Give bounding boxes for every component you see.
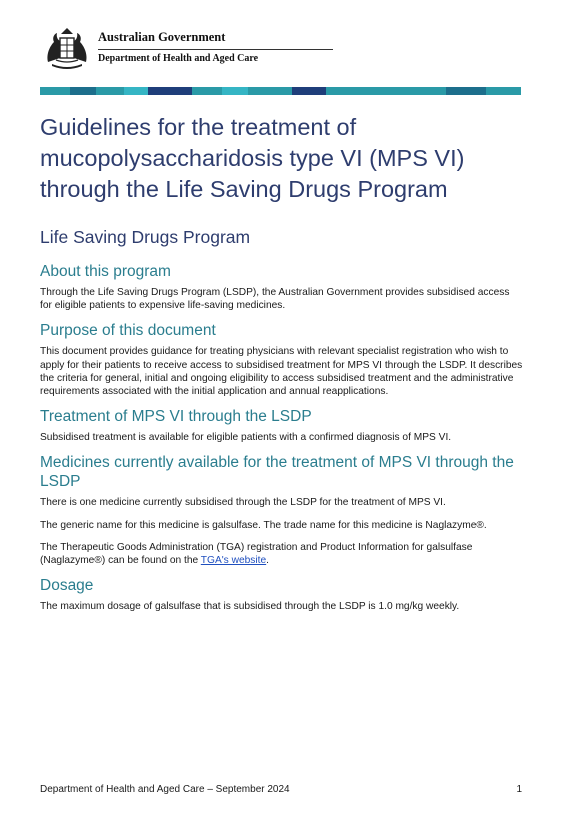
section-purpose — [40, 321, 524, 398]
band-segment — [124, 87, 148, 95]
section-about — [40, 262, 524, 312]
page-number: 1 — [516, 784, 522, 795]
band-segment — [148, 87, 192, 95]
paragraph: The generic name for this medicine is galsulfase. The trade name for this medicine is Naglazyme®. — [40, 519, 487, 531]
band-segment — [292, 87, 326, 95]
paragraph-text: . — [266, 555, 269, 567]
band-segment — [446, 87, 486, 95]
paragraph: The maximum dosage of galsulfase that is subsidised through the LSDP is 1.0 mg/kg weekly. — [40, 601, 460, 613]
band-segment — [70, 87, 96, 95]
section-treatment — [40, 407, 524, 444]
paragraph-tga — [40, 541, 524, 567]
section-heading: About this program — [40, 263, 171, 280]
section-heading: Medicines currently available for the treatment of MPS VI through the LSDP — [40, 454, 514, 491]
government-name: Australian Government — [98, 30, 333, 50]
paragraph: Through the Life Saving Drugs Program (LSDP), the Australian Government provides subsidised access for eligible patients to expensive life-saving medicines. — [40, 287, 510, 312]
band-segment — [248, 87, 292, 95]
government-header — [42, 22, 333, 72]
band-segment — [486, 87, 521, 95]
paragraph-text: The Therapeutic Goods Administration (TGA) registration and Product Information for galsulfase (Naglazyme®) can be found on the — [40, 541, 473, 567]
paragraph: This document provides guidance for treating physicians with relevant specialist registration who wish to apply for their patients to receive access to subsidised treatment for MPS VI through the LSDP. It describes the criteria for general, initial and ongoing eligibility to access subsidised treatment and the administrative requirements associated with the initial application and annual reapplications. — [40, 346, 523, 398]
section-dosage — [40, 576, 524, 613]
band-segment — [40, 87, 70, 95]
footer-text: Department of Health and Aged Care – September 2024 — [40, 784, 290, 795]
band-segment — [192, 87, 222, 95]
tga-website-link[interactable]: TGA's website — [200, 555, 267, 567]
document-title: Guidelines for the treatment of mucopolysaccharidosis type VI (MPS VI) through the Life Saving Drugs Program — [40, 114, 465, 202]
decorative-color-band — [40, 87, 521, 95]
document-body — [40, 262, 524, 622]
coat-of-arms-icon — [42, 24, 92, 70]
section-heading: Dosage — [40, 577, 94, 595]
section-medicines — [40, 453, 524, 567]
band-segment — [326, 87, 446, 95]
paragraph: There is one medicine currently subsidised through the LSDP for the treatment of MPS VI. — [40, 497, 446, 509]
band-segment — [96, 87, 124, 95]
band-segment — [222, 87, 248, 95]
section-heading: Purpose of this document — [40, 322, 216, 340]
department-name: Department of Health and Aged Care — [98, 53, 259, 64]
page-footer — [40, 784, 522, 795]
section-heading: Treatment of MPS VI through the LSDP — [40, 408, 312, 426]
paragraph: Subsidised treatment is available for eligible patients with a confirmed diagnosis of MPS VI. — [40, 432, 452, 444]
document-subtitle: Life Saving Drugs Program — [40, 227, 251, 247]
